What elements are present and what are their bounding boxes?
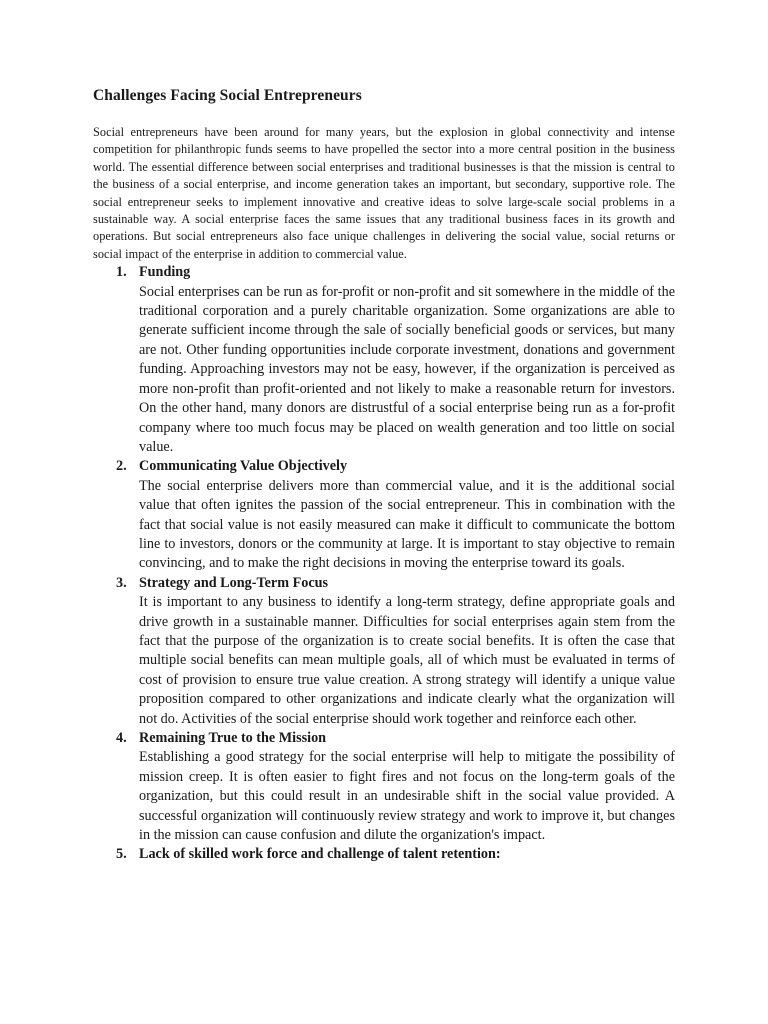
list-item-body: It is important to any business to identify a long-term strategy, define appropriate goals and drive growth in a sustainable manner. Difficulties for social enterprises again stem from the fact that the purpose of the organization is to create social benefits. It is often the case that multiple social benefits can mean multiple goals, all of which must be evaluated in terms of cost of provision to ensure true value creation. A strong strategy will identify a unique value proposition compared to other organizations and indicate clearly what the organization will not do. Activities of the social enterprise should work together and reinforce each other. [139, 594, 675, 727]
list-item-mission [93, 729, 675, 845]
list-item-funding [93, 263, 675, 457]
list-item-talent [93, 845, 675, 864]
list-item-body: Establishing a good strategy for the social enterprise will help to mitigate the possibility of mission creep. It is often easier to fight fires and not focus on the long-term goals of the organization, but this could result in an undesirable shift in the social value provided. A successful organization will continuously review strategy and work to improve it, but changes in the mission can cause confusion and dilute the organization's impact. [139, 749, 675, 844]
list-item-body: Social enterprises can be run as for-profit or non-profit and sit somewhere in the middle of the traditional corporation and a purely charitable organization. Some organizations are able to generate sufficient income through the sale of socially beneficial goods or services, but many are not. Other funding opportunities include corporate investment, donations and government funding. Approaching investors may not be easy, however, if the organization is perceived as more non-profit than profit-oriented and not likely to make a reasonable return for investors. On the other hand, many donors are distrustful of a social enterprise being run as a for-profit company where too much focus may be placed on wealth generation and too little on social value. [139, 283, 675, 455]
list-item-heading: Remaining True to the Mission [139, 730, 327, 746]
list-item-heading: Lack of skilled work force and challenge of talent retention: [139, 846, 501, 863]
list-item-number: 1. [116, 264, 127, 281]
intro-paragraph: Social entrepreneurs have been around for many years, but the explosion in global connectivity and intense competition for philanthropic funds seems to have propelled the sector into a more central position in the business world. The essential difference between social enterprises and traditional businesses is that the mission is central to the business of a social enterprise, and income generation takes an important, but secondary, supportive role. The social entrepreneur seeks to implement innovative and creative ideas to solve large-scale social problems in a sustainable way. A social enterprise faces the same issues that any traditional business faces in its growth and operations. But social entrepreneurs also face unique challenges in delivering the social value, social returns or social impact of the enterprise in addition to commercial value. [93, 125, 675, 261]
list-item-number: 4. [116, 730, 127, 746]
list-item-heading: Funding [139, 264, 191, 281]
challenges-list [93, 263, 675, 865]
list-item-heading: Communicating Value Objectively [139, 458, 348, 475]
document-page [93, 86, 675, 865]
document-title: Challenges Facing Social Entrepreneurs [93, 87, 362, 104]
list-item-body: The social enterprise delivers more than commercial value, and it is the additional social value that often ignites the passion of the social entrepreneur. This in combination with the fact that social value is not easily measured can make it difficult to communicate the bottom line to investors, donors or the community at large. It is important to stay objective to remain convincing, and to make the right decisions in moving the enterprise toward its goals. [139, 477, 675, 572]
list-item-number: 5. [116, 846, 127, 863]
list-item-number: 2. [116, 458, 127, 475]
list-item-heading: Strategy and Long-Term Focus [139, 574, 329, 591]
list-item-strategy [93, 574, 675, 729]
list-item-communicating-value [93, 457, 675, 573]
list-item-number: 3. [116, 574, 127, 591]
